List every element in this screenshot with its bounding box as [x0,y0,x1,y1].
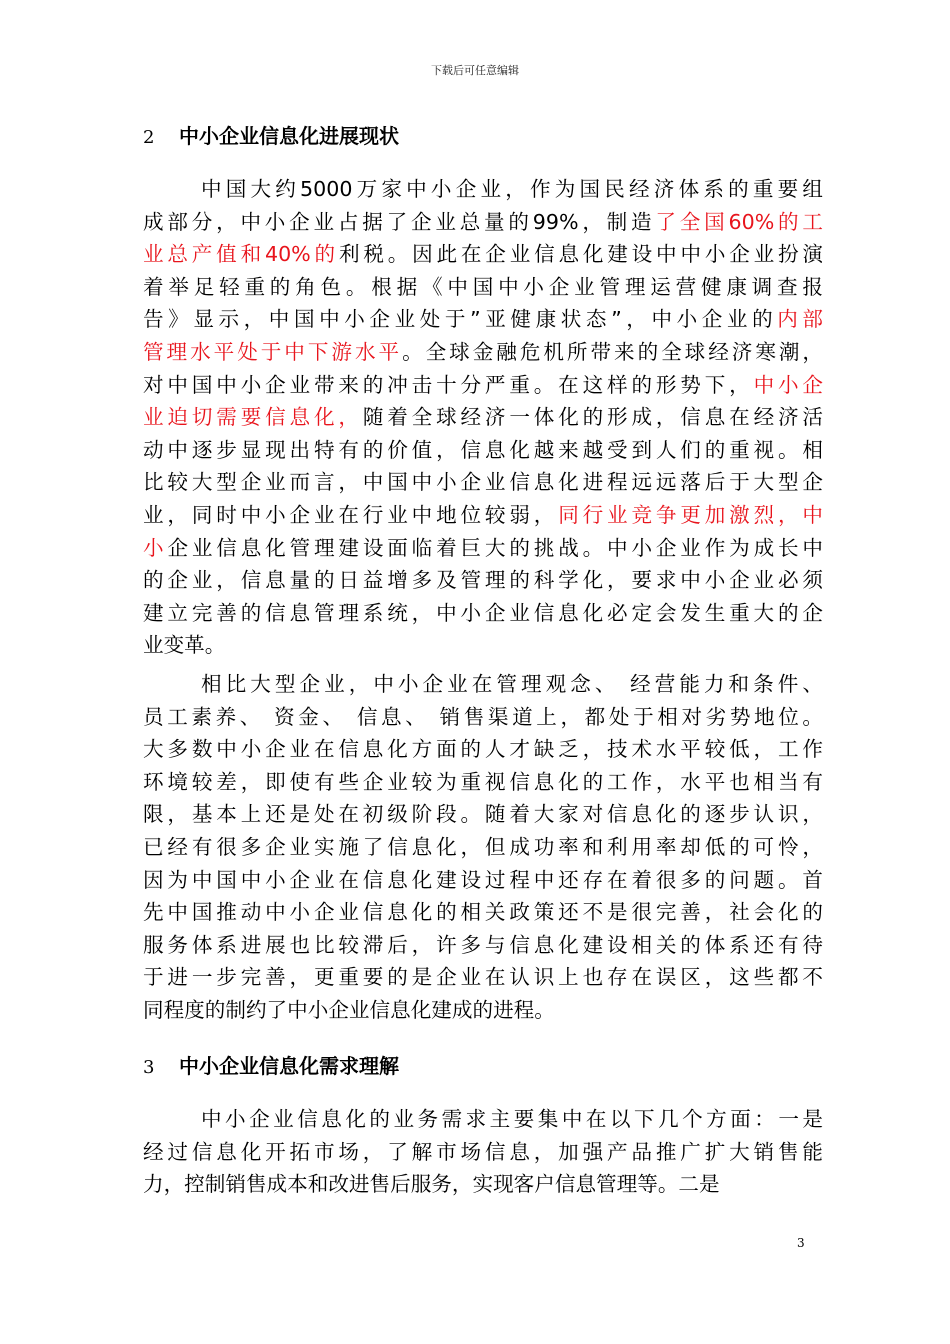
text-line [143,271,823,304]
text-run: 对中国中小企业带来的冲击十分严重。在这样的形势下， [143,372,754,397]
text-line [143,994,823,1027]
text-line [143,597,823,630]
text-run: 业，同时中小企业在行业中地位较弱， [143,502,559,527]
text-run: 比较大型企业而言，中国中小企业信息化进程远远落后于大型企 [143,470,823,495]
text-line [143,766,823,799]
text-run: 先中国推动中小企业信息化的相关政策还不是很完善，社会化的 [143,900,823,925]
text-run: 员工素养、 资金、 信息、 销售渠道上，都处于相对劣势地位。 [143,704,823,729]
text-run: 大多数中小企业在信息化方面的人才缺乏，技术水平较低，工作 [143,737,823,762]
text-run: 动中逐步显现出特有的价值，信息化越来越受到人们的重视。相 [143,437,823,462]
highlighted-text: 业迫切需要信息化， [143,405,363,430]
section-title: 中小企业信息化进展现状 [179,124,399,148]
text-line [143,733,823,766]
highlighted-text: 内部 [777,307,824,332]
text-run: 于进一步完善，更重要的是企业在认识上也存在误区，这些都不 [143,965,823,990]
text-run: 已经有很多企业实施了信息化，但成功率和利用率却低的可怜， [143,834,823,859]
text-run: 中国大约5000万家中小企业，作为国民经济体系的重要组 [201,177,823,201]
text-line [143,1136,823,1169]
text-run: 相比大型企业，中小企业在管理观念、 经营能力和条件、 [201,672,823,696]
text-line [143,466,823,499]
text-line [143,864,823,897]
paragraph [143,668,823,1027]
text-line [143,303,823,336]
highlighted-text: 中小企 [753,372,824,397]
text-line [143,961,823,994]
page-number: 3 [797,1236,805,1250]
section-number: 2 [143,127,155,148]
text-run: 中小企业信息化的业务需求主要集中在以下几个方面：一是 [201,1107,823,1131]
text-run: 成部分，中小企业占据了企业总量的99%，制造 [143,209,656,234]
text-line [143,336,823,369]
section-heading-2 [143,121,399,151]
highlighted-text: 了全国60%的工 [655,209,823,234]
header-note: 下载后可任意编辑 [431,64,519,77]
text-line [143,668,823,701]
highlighted-text: 管理水平处于中下游水平 [143,339,403,364]
text-line [143,369,823,402]
text-line [143,206,823,239]
text-line [143,499,823,532]
text-line [143,564,823,597]
text-run: 业变革。 [143,633,226,658]
text-line [143,1103,823,1136]
paragraph [143,173,823,662]
text-run: 因为中国中小企业在信息化建设过程中还存在着很多的问题。首 [143,867,823,892]
text-line [143,629,823,662]
text-run: 建立完善的信息管理系统，中小企业信息化必定会发生重大的企 [143,600,823,625]
paragraph [143,1103,823,1201]
text-run: 经过信息化开拓市场，了解市场信息，加强产品推广扩大销售能 [143,1139,823,1164]
text-line [143,896,823,929]
text-run: 的企业，信息量的日益增多及管理的科学化，要求中小企业必须 [143,568,823,593]
text-run: 。全球金融危机所带来的全球经济寒潮， [402,339,824,364]
text-run: 环境较差，即使有些企业较为重视信息化的工作，水平也相当有 [143,769,823,794]
section-heading-3 [143,1051,399,1081]
text-line [143,401,823,434]
highlighted-text: 小 [143,535,168,560]
text-line [143,831,823,864]
text-run: 同程度的制约了中小企业信息化建成的进程。 [143,997,555,1022]
highlighted-text: 业总产值和40%的 [143,242,339,267]
text-run: 力，控制销售成本和改进售后服务，实现客户信息管理等。二是 [143,1172,720,1197]
text-line [143,798,823,831]
text-line [143,173,823,206]
section-title: 中小企业信息化需求理解 [179,1054,399,1078]
text-run: 随着全球经济一体化的形成，信息在经济活 [362,405,824,430]
text-line [143,701,823,734]
text-run: 服务体系进展也比较滞后，许多与信息化建设相关的体系还有待 [143,932,823,957]
text-run: 告》显示，中国中小企业处于”亚健康状态”，中小企业的 [143,307,778,332]
highlighted-text: 同行业竞争更加激烈，中 [558,502,824,527]
text-run: 利税。因此在企业信息化建设中中小企业扮演 [338,242,823,267]
text-run: 企业信息化管理建设面临着巨大的挑战。中小企业作为成长中 [167,535,824,560]
text-run: 限，基本上还是处在初级阶段。随着大家对信息化的逐步认识， [143,802,823,827]
text-line [143,434,823,467]
section-number: 3 [143,1057,155,1078]
text-line [143,929,823,962]
text-line [143,1168,823,1201]
text-line [143,238,823,271]
text-run: 着举足轻重的角色。根据《中国中小企业管理运营健康调查报 [143,274,823,299]
text-line [143,532,823,565]
